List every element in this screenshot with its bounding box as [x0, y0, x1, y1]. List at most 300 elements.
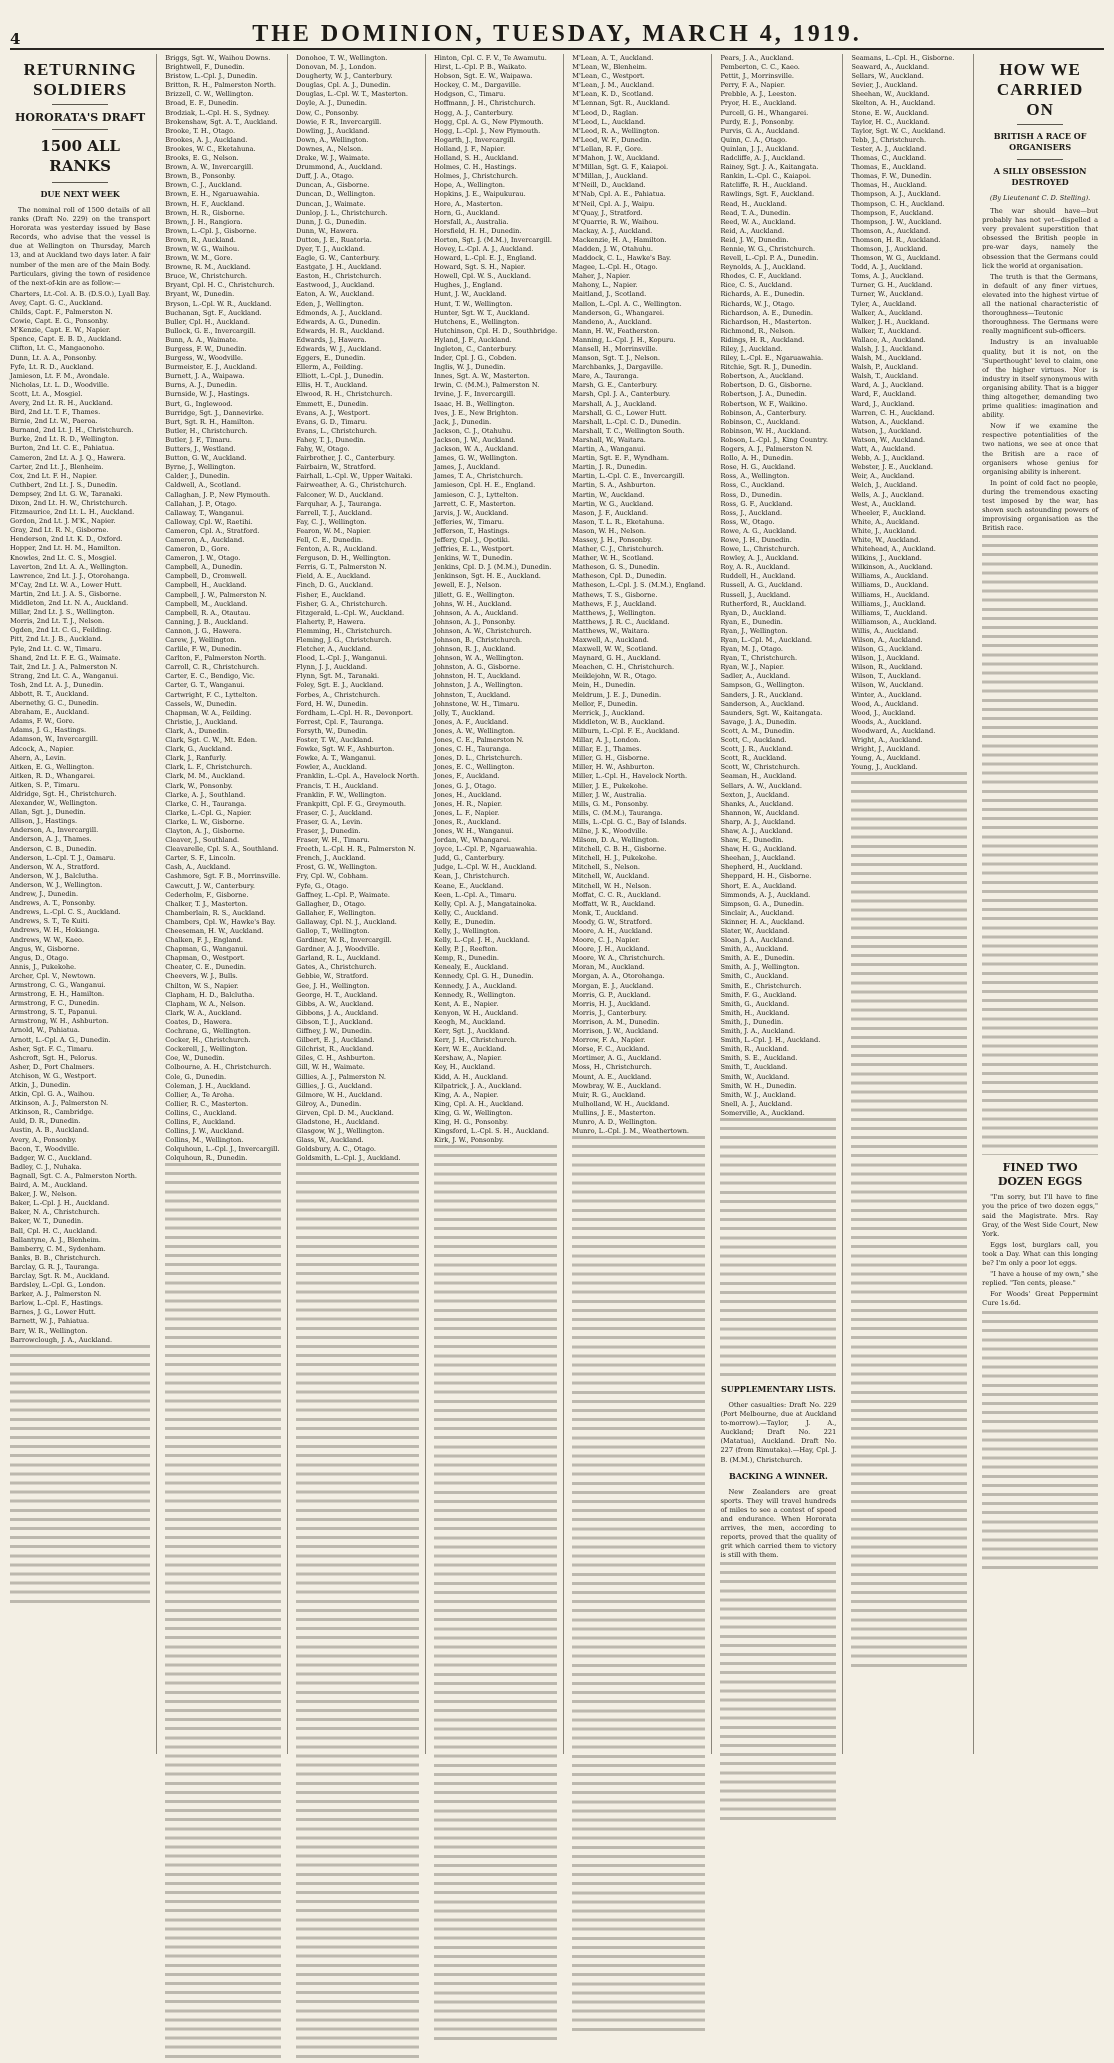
roll-entry: Austin, A. B., Auckland. — [10, 1126, 89, 1135]
roll-entry: Shaw, H. G., Auckland. — [720, 845, 797, 854]
roll-entry: Arnott, L.-Cpl. A. G., Dunedin. — [10, 1035, 111, 1044]
roll-entry: Sexton, J., Auckland. — [720, 790, 790, 799]
roll-entry: Clifton, Lt. C., Mangaonoho. — [10, 344, 105, 353]
roll-entry: Rollo, A. H., Dunedin. — [720, 454, 794, 463]
roll-entry: Munro, L.-Cpl. J. M., Weathertown. — [572, 1127, 690, 1136]
roll-entry: Gallop, T., Wellington. — [296, 927, 370, 935]
roll-entry: Cheater, C. E., Dunedin. — [165, 963, 247, 972]
roll-entry: Kelly, L.-Cpl. J. H., Auckland. — [434, 936, 530, 945]
text-continuation — [296, 1163, 419, 2063]
roll-entry: Kenealy, E., Auckland. — [434, 963, 509, 972]
roll-entry: King, G. W., Wellington. — [434, 1108, 513, 1117]
roll-entry: Milsom, D. A., Wellington. — [572, 836, 660, 845]
roll-entry: Mills, C. (M.M.), Tauranga. — [572, 808, 663, 817]
roll-entry: Gordon, 2nd Lt. J. M'K., Napier. — [10, 517, 116, 526]
roll-entry: Matthews, J., Wellington. — [572, 608, 656, 617]
roll-entry: Fordham, L.-Cpl. H. R., Devonport. — [296, 708, 413, 717]
byline: (By Lieutenant C. D. Stelling). — [989, 194, 1091, 202]
name-list-3 — [296, 54, 419, 1163]
roll-entry: Collier, R. C., Masterton. — [165, 1099, 249, 1108]
roll-entry: Clark, G., Auckland. — [165, 745, 233, 754]
roll-entry: Hoffmann, J. H., Christchurch. — [434, 99, 536, 108]
roll-entry: Fairhall, L.-Cpl. W., Upper Waitaki. — [296, 472, 413, 481]
roll-entry: Atkin, J., Dunedin. — [10, 1081, 71, 1089]
roll-entry: Kilpatrick, J. A., Auckland. — [434, 1081, 522, 1090]
roll-entry: Martin, A., Wanganui. — [572, 445, 646, 454]
roll-entry: Arnold, W., Pahiatua. — [10, 1026, 80, 1035]
roll-entry: Richardson, A. E., Dunedin. — [720, 308, 813, 317]
roll-entry: Brown, R., Auckland. — [165, 235, 236, 244]
roll-entry: Mills, L.-Cpl. G. C., Bay of Islands. — [572, 817, 687, 826]
roll-entry: Carlton, F., Palmerston North. — [165, 654, 267, 663]
roll-entry: Aldridge, Sgt. H., Christchurch. — [10, 790, 117, 798]
article-paragraph: For Woods' Great Peppermint Cure 1s.6d. — [982, 1290, 1099, 1308]
roll-entry: Mathews, F. J., Auckland. — [572, 599, 657, 608]
roll-entry: Baker, J. W., Nelson. — [10, 1190, 78, 1199]
roll-entry: King, Cpl. A. H., Auckland. — [434, 1099, 524, 1108]
roll-entry: Ogden, 2nd Lt. C. G., Feilding. — [10, 626, 112, 635]
roll-entry: Chapman, O., Westport. — [165, 954, 245, 963]
roll-entry: Collins, M., Wellington. — [165, 1136, 244, 1145]
roll-entry: Allan, Sgt. J., Dunedin. — [10, 808, 86, 817]
roll-entry: Hodgson, C., Timaru. — [434, 90, 506, 99]
roll-entry: Angus, D., Otago. — [10, 953, 69, 962]
roll-entry: Smith, E., Christchurch. — [720, 981, 802, 990]
roll-entry: Johnson, W. A., Wellington. — [434, 654, 524, 663]
roll-entry: Miller, J. W., Australia. — [572, 790, 647, 799]
roll-entry: Ross, D., Dunedin. — [720, 490, 783, 499]
winner-text: New Zealanders are great sports. They will travel hundreds of miles to see a contest of speed and endurance. When Hororata arrives, the men, according to reports, proved that the quality of grit which carried them to victory is still with them. — [720, 1487, 837, 1560]
roll-entry: Stone, E. W., Auckland. — [851, 108, 930, 117]
roll-entry: Baker, L.-Cpl. J. H., Auckland. — [10, 1199, 110, 1208]
roll-entry: Christie, J., Auckland. — [165, 717, 238, 726]
column-1 — [10, 54, 157, 1754]
roll-entry: Kirk, J. W., Ponsonby. — [434, 1136, 504, 1145]
roll-entry: Gibbons, J. A., Auckland. — [296, 1008, 379, 1017]
roll-entry: Whitehead, A., Auckland. — [851, 545, 936, 554]
roll-entry: Chambers, Cpl. W., Hawke's Bay. — [165, 917, 276, 926]
roll-entry: Fyfe, G., Otago. — [296, 881, 349, 890]
roll-entry: Hogg, A. J., Canterbury. — [434, 108, 514, 117]
roll-entry: Elliott, L.-Cpl. J., Dunedin. — [296, 372, 384, 381]
roll-entry: Robertson, J. A., Dunedin. — [720, 390, 807, 399]
roll-entry: Mather, C. J., Christchurch. — [572, 545, 664, 554]
roll-entry: Saunders, Sgt. W., Kaitangata. — [720, 708, 823, 717]
roll-entry: Garland, R. L., Auckland. — [296, 954, 381, 963]
text-continuation — [982, 535, 1098, 1155]
roll-entry: Smith, R., Auckland. — [720, 1045, 789, 1054]
roll-entry: Barnett, W. J., Pahiatua. — [10, 1317, 90, 1326]
roll-entry: Shannon, W., Auckland. — [720, 808, 800, 817]
roll-entry: Winter, A., Auckland. — [851, 690, 922, 699]
roll-entry: Armstrong, C. G., Wanganui. — [10, 980, 106, 989]
name-list-2 — [165, 54, 281, 1163]
roll-entry: Cartwright, F. C., Lyttelton. — [165, 690, 258, 699]
roll-entry: Simpson, G. A., Dunedin. — [720, 899, 804, 908]
page-number: 4 — [10, 30, 21, 48]
roll-entry: Bardsley, L.-Cpl. G., London. — [10, 1281, 106, 1290]
roll-entry: Turner, G. H., Auckland. — [851, 281, 933, 290]
roll-entry: Watson, J., Auckland. — [851, 426, 922, 435]
roll-entry: Williams, T., Auckland. — [851, 608, 928, 617]
roll-entry: Hobson, Sgt. E. W., Waipawa. — [434, 72, 533, 81]
roll-entry: Inglis, W. J., Dunedin. — [434, 363, 506, 372]
roll-entry: Johnson, A. A., Auckland. — [434, 608, 519, 617]
roll-entry: Kerr, Sgt. J., Auckland. — [434, 1027, 510, 1036]
roll-entry: Fleming, J. G., Christchurch. — [296, 636, 392, 644]
roll-entry: Edwards, A. G., Dunedin. — [296, 317, 381, 326]
roll-entry: Duncan, A., Gisborne. — [296, 181, 370, 190]
roll-entry: M'Millan, J., Auckland. — [572, 172, 648, 181]
roll-entry: Campbell, A., Dunedin. — [165, 563, 243, 572]
roll-entry: Marsh, G. E., Canterbury. — [572, 381, 658, 390]
roll-entry: Johns, W. H., Auckland. — [434, 599, 512, 608]
roll-entry: Gardiner, W. R., Invercargill. — [296, 936, 392, 945]
roll-entry: Drake, W. J., Waimate. — [296, 154, 370, 163]
roll-entry: Williams, D., Auckland. — [851, 581, 929, 590]
roll-entry: Bryant, W., Dunedin. — [165, 290, 235, 299]
roll-entry: Cash, A., Auckland. — [165, 863, 231, 872]
roll-entry: Campbell, M., Auckland. — [165, 599, 248, 608]
name-list-6 — [720, 54, 836, 1118]
roll-entry: Caldwell, A., Scotland. — [165, 481, 241, 490]
roll-entry: Fraser, G. A., Levin. — [296, 817, 363, 826]
roll-entry: Burnside, W. J., Hastings. — [165, 390, 250, 399]
roll-entry: Cole, G., Dunedin. — [165, 1072, 227, 1081]
roll-entry: Ryan, D., Auckland. — [720, 608, 787, 617]
roll-entry: Fairweather, A. G., Christchurch. — [296, 481, 407, 490]
roll-entry: Armstrong, W. H., Ashburton. — [10, 1017, 109, 1026]
roll-entry: Briggs, Sgt. W., Waihou Downs. — [165, 54, 271, 62]
text-continuation — [434, 1145, 557, 2045]
roll-entry: Brown, W. G., Waihou. — [165, 244, 240, 253]
roll-entry: Wheeler, F., Auckland. — [851, 508, 926, 517]
roll-entry: Thomson, J., Auckland. — [851, 244, 928, 253]
roll-entry: Atkin, Cpl. G. A., Waihou. — [10, 1090, 95, 1099]
roll-entry: Webster, J. E., Auckland. — [851, 463, 933, 472]
text-continuation — [720, 1562, 836, 1822]
roll-entry: Wilson, W., Auckland. — [851, 681, 924, 690]
roll-entry: Wood, J., Auckland. — [851, 708, 916, 717]
roll-entry: Mulholland, W. H., Auckland. — [572, 1099, 670, 1108]
roll-entry: Williams, J., Auckland. — [851, 599, 926, 608]
roll-entry: Riley, L.-Cpl. E., Ngaruawahia. — [720, 354, 824, 363]
roll-entry: Bryant, Cpl. H. C., Christchurch. — [165, 281, 275, 290]
roll-entry: Clapham, W. A., Nelson. — [165, 999, 246, 1008]
roll-entry: Jackson, C. J., Otahuhu. — [434, 426, 513, 435]
roll-entry: Cocker, H., Christchurch. — [165, 1036, 251, 1045]
divider — [52, 104, 108, 105]
roll-entry: Dunlop, J. L., Christchurch. — [296, 208, 388, 217]
roll-entry: Magee, L.-Cpl. H., Otago. — [572, 263, 658, 272]
roll-entry: Smith, A. J., Wellington. — [720, 963, 800, 972]
roll-entry: Wright, A., Auckland. — [851, 736, 923, 745]
roll-entry: M'Mahon, J. W., Auckland. — [572, 154, 660, 163]
roll-entry: Hope, A., Wellington. — [434, 181, 506, 190]
roll-entry: Seaward, A., Auckland. — [851, 63, 930, 72]
roll-entry: Clark, Sgt. C. W., Mt. Eden. — [165, 736, 258, 745]
roll-entry: Clark, M. M., Auckland. — [165, 772, 245, 781]
roll-entry: Jenkins, Cpl. D. J. (M.M.), Dunedin. — [434, 563, 552, 572]
roll-entry: Atchison, W. G., Westport. — [10, 1071, 97, 1080]
roll-entry: Jordan, W., Whangarei. — [434, 836, 511, 845]
roll-entry: Scott, C., Auckland. — [720, 736, 787, 745]
roll-entry: Sanders, J. R., Auckland. — [720, 690, 803, 699]
roll-entry: Childs, Capt. F., Palmerston N. — [10, 308, 113, 317]
roll-entry: Aitken, R. D., Whangarei. — [10, 771, 95, 780]
roll-entry: Horsfall, A., Australia. — [434, 217, 509, 226]
divider — [1017, 159, 1063, 160]
roll-entry: Collier, A., Te Aroha. — [165, 1090, 235, 1099]
roll-entry: Gilmore, W. H., Auckland. — [296, 1090, 383, 1099]
roll-entry: Bunn, A. A., Waimate. — [165, 335, 239, 344]
roll-entry: Taylor, Sgt. W. C., Auckland. — [851, 126, 946, 135]
roll-entry: Fletcher, A., Auckland. — [296, 645, 373, 654]
roll-entry: Coe, W., Dunedin. — [165, 1054, 225, 1063]
roll-entry: Walker, T., Auckland. — [851, 326, 922, 335]
roll-entry: West, A., Auckland. — [851, 499, 917, 508]
roll-entry: Horton, Sgt. J. (M.M.), Invercargill. — [434, 235, 552, 244]
roll-entry: Tosh, 2nd Lt. A. J., Dunedin. — [10, 680, 104, 689]
roll-entry: Robson, L.-Cpl. J., King Country. — [720, 435, 828, 444]
roll-entry: Fyfe, Lt. R. D., Auckland. — [10, 362, 94, 371]
roll-entry: Spence, Capt. E. B. D., Auckland. — [10, 335, 122, 344]
roll-entry: Aitken, E. G., Wellington. — [10, 762, 95, 771]
roll-entry: Jones, H. R., Napier. — [434, 799, 503, 808]
roll-entry: Richmond, R., Nelson. — [720, 326, 796, 335]
roll-entry: Burridge, Sgt. J., Dannevirke. — [165, 408, 264, 417]
roll-entry: M'Quarrie, R. W., Waihou. — [572, 217, 659, 226]
roll-entry: Coates, D., Hawera. — [165, 1017, 233, 1026]
roll-entry: Goldsmith, L.-Cpl. J., Auckland. — [296, 1154, 401, 1163]
roll-entry: Wells, A. J., Auckland. — [851, 490, 924, 499]
roll-entry: Read, H., Auckland. — [720, 199, 788, 208]
roll-entry: Ryan, J., Wellington. — [720, 626, 788, 635]
roll-entry: Brown, C. J., Auckland. — [165, 181, 243, 190]
roll-entry: Sheehan, J., Auckland. — [720, 854, 796, 863]
roll-entry: Perry, F. A., Napier. — [720, 81, 786, 90]
roll-entry: Howard, Sgt. S. H., Napier. — [434, 263, 526, 272]
roll-entry: Johnson, A. W., Christchurch. — [434, 626, 532, 635]
roll-entry: Ahern, A., Levin. — [10, 753, 67, 762]
divider — [52, 129, 108, 130]
roll-entry: Emmett, E., Dunedin. — [296, 399, 369, 408]
roll-entry: Smith, H., Auckland. — [720, 1008, 790, 1017]
roll-entry: Thomas, E., Auckland. — [851, 163, 927, 172]
headline-fined-two-dozen-eggs: FINED TWO DOZEN EGGS — [997, 1161, 1083, 1189]
roll-entry: Clark, W. A., Auckland. — [165, 1008, 242, 1017]
roll-entry: Mason, W. H., Nelson. — [572, 526, 646, 535]
roll-entry: Bruce, W., Christchurch. — [165, 272, 248, 281]
roll-entry: Innes, Sgt. A. W., Masterton. — [434, 372, 530, 381]
text-continuation — [851, 772, 967, 1672]
roll-entry: Wallace, A., Auckland. — [851, 335, 926, 344]
roll-entry: Clayton, A. J., Gisborne. — [165, 826, 245, 835]
roll-entry: Anderson, W. J., Wellington. — [10, 880, 103, 889]
roll-entry: Morris, H. J., Auckland. — [572, 999, 651, 1008]
roll-entry: Charters, Lt.-Col. A. B. (D.S.O.), Lyall Bay. — [10, 289, 151, 298]
roll-entry: Sadler, A., Auckland. — [720, 672, 791, 681]
roll-entry: Milburn, L.-Cpl. F. E., Auckland. — [572, 726, 680, 735]
roll-entry: Gillies, A. J., Palmerston N. — [296, 1072, 386, 1081]
roll-entry: Fitzmaurice, 2nd Lt. L. H., Auckland. — [10, 508, 135, 517]
roll-entry: Quinlan, J. J., Auckland. — [720, 144, 799, 153]
roll-entry: Pears, J. A., Auckland. — [720, 54, 794, 62]
roll-entry: Clarke, C. H., Tauranga. — [165, 799, 247, 808]
roll-entry: Burton, 2nd Lt. C. E., Pahiatua. — [10, 444, 115, 453]
roll-entry: Maitland, J., Scotland. — [572, 290, 647, 299]
roll-entry: Clark, J., Ranfurly. — [165, 754, 227, 763]
name-list-1 — [10, 290, 150, 1345]
roll-entry: Rhodes, C. F., Auckland. — [720, 272, 802, 281]
roll-entry: George, H. T., Auckland. — [296, 990, 378, 999]
roll-entry: Wilkinson, A., Auckland. — [851, 563, 933, 572]
roll-entry: Massey, J. H., Ponsonby. — [572, 535, 653, 544]
roll-entry: Mandeno, A., Auckland. — [572, 317, 652, 326]
roll-entry: Rankin, L.-Cpl. C., Kaiapoi. — [720, 172, 811, 181]
roll-entry: Anderson, W. A., Stratford. — [10, 862, 100, 871]
roll-entry: Joyce, L.-Cpl. P., Ngaruawahia. — [434, 845, 538, 854]
roll-entry: Hutchens, E., Wellington. — [434, 317, 520, 326]
roll-entry: Gallaher, F., Wellington. — [296, 908, 376, 917]
roll-entry: Moore, J. H., Auckland. — [572, 945, 650, 954]
roll-entry: Hunt, T. W., Wellington. — [434, 299, 513, 308]
roll-entry: Walker, A., Auckland. — [851, 308, 923, 317]
roll-entry: Campbell, R. A., Otautau. — [165, 608, 251, 617]
divider — [1017, 124, 1063, 125]
roll-entry: Ferguson, D. H., Wellington. — [296, 554, 391, 563]
roll-entry: Flemming, H., Christchurch. — [296, 626, 392, 635]
roll-entry: Bamberry, C. M., Sydenham. — [10, 1244, 106, 1253]
roll-entry: Andrews, S. T., Te Kuiti. — [10, 917, 90, 926]
roll-entry: Wilkins, J., Auckland. — [851, 554, 922, 563]
roll-entry: Keogh, M., Auckland. — [434, 1017, 506, 1026]
roll-entry: M'Leod, W. F., Dunedin. — [572, 135, 652, 144]
roll-entry: Taylor, H. C., Auckland. — [851, 117, 930, 126]
roll-entry: Mann, H. W., Featherston. — [572, 326, 660, 335]
roll-entry: Mitchell, W., Auckland. — [572, 872, 650, 881]
roll-entry: Dunn, Lt. A. A., Ponsonby. — [10, 353, 97, 362]
roll-entry: Wilson, A., Auckland. — [851, 636, 923, 644]
roll-entry: Tester, A. J., Auckland. — [851, 144, 927, 153]
roll-entry: Flaherty, P., Hawera. — [296, 617, 366, 626]
roll-entry: Kelly, E., Dunedin. — [434, 917, 496, 926]
roll-entry: Dowie, F. R., Invercargill. — [296, 117, 382, 126]
roll-entry: Scott, R., Auckland. — [720, 754, 787, 763]
roll-entry: Thompson, F., Auckland. — [851, 208, 934, 217]
roll-entry: Jones, C. E., Palmerston N. — [434, 736, 524, 745]
roll-entry: Andrews, A. T., Ponsonby. — [10, 899, 96, 908]
roll-entry: Cannon, J. G., Hawera. — [165, 626, 242, 635]
roll-entry: Calder, J., Dunedin. — [165, 472, 230, 481]
roll-entry: M'Leod, D., Raglan. — [572, 108, 639, 117]
roll-entry: Andrews, W. H., Hokianga. — [10, 926, 100, 935]
roll-entry: Martin, 2nd Lt. J. A. S., Gisborne. — [10, 589, 122, 598]
roll-entry: Gardner, A. J., Woodville. — [296, 945, 380, 954]
roll-entry: Maddock, C. L., Hawke's Bay. — [572, 254, 672, 263]
roll-entry: Fitzgerald, L.-Cpl. W., Auckland. — [296, 608, 405, 617]
roll-entry: Millar, A. J., London. — [572, 736, 641, 745]
article-paragraph: The war should have—but probably has not yet—dispelled a very prevalent superstition that obsessed the British people in pre-war days, namely the obsession that the Germans could lick the world at organisation. — [982, 207, 1099, 270]
name-list-5 — [572, 54, 705, 1136]
roll-entry: Smith, W. H., Dunedin. — [720, 1081, 797, 1090]
roll-entry: Hovey, L.-Cpl. A. J., Auckland. — [434, 244, 534, 253]
roll-entry: Callaghan, J. P., New Plymouth. — [165, 490, 271, 499]
roll-entry: Rice, C. S., Auckland. — [720, 281, 793, 290]
roll-entry: Brown, J. H., Rangiora. — [165, 217, 243, 226]
roll-entry: King, H. G., Ponsonby. — [434, 1117, 509, 1126]
roll-entry: Millar, 2nd Lt. J. S., Wellington. — [10, 608, 115, 617]
roll-entry: Moss, H., Christchurch. — [572, 1063, 652, 1072]
roll-entry: White, W., Auckland. — [851, 535, 921, 544]
roll-entry: Cameron, 2nd Lt. A. J. Q., Hawera. — [10, 453, 126, 462]
roll-entry: Adamson, W., Invercargill. — [10, 735, 98, 744]
roll-entry: Bagnall, Sgt. C. A., Palmerston North. — [10, 1171, 137, 1180]
text-continuation — [10, 1345, 150, 1605]
roll-entry: Avey, Capt. G. C., Auckland. — [10, 298, 103, 307]
roll-entry: Marshall, L.-Cpl. C. D., Dunedin. — [572, 417, 681, 426]
roll-entry: Woods, A., Auckland. — [851, 717, 922, 726]
roll-entry: Dougherty, W. J., Canterbury. — [296, 72, 393, 81]
roll-entry: Mitchell, S., Nelson. — [572, 863, 640, 872]
roll-entry: Martin, L.-Cpl. C. E., Invercargill. — [572, 472, 685, 481]
roll-entry: Barclay, G. R. J., Tauranga. — [10, 1262, 100, 1271]
roll-entry: Fry, Cpl. W., Cobham. — [296, 872, 369, 881]
roll-entry: Sevier, J., Auckland. — [851, 81, 918, 90]
roll-entry: Mitchell, W. H., Nelson. — [572, 881, 652, 890]
roll-entry: Gallagher, D., Otago. — [296, 899, 366, 908]
roll-entry: Franklin, L.-Cpl. A., Havelock North. — [296, 772, 420, 781]
roll-entry: Isaac, H. B., Wellington. — [434, 399, 515, 408]
roll-entry: Buller, Cpl. H., Auckland. — [165, 317, 250, 326]
roll-entry: Fraser, J., Dunedin. — [296, 826, 361, 835]
roll-entry: Coleman, J. H., Auckland. — [165, 1081, 251, 1090]
roll-entry: Mitchell, C. B. H., Gisborne. — [572, 845, 667, 854]
roll-entry: Badley, C. J., Nuhaka. — [10, 1162, 82, 1171]
article-paragraph: Now if we examine the respective potentialities of the two nations, we see at once that the British are a race of organisers whose genius for organising ability is inherent. — [982, 422, 1099, 476]
roll-entry: Radcliffe, A. J., Auckland. — [720, 154, 806, 163]
roll-entry: Jones, A. W., Wellington. — [434, 726, 516, 735]
roll-entry: Scott, A. M., Dunedin. — [720, 726, 795, 735]
roll-entry: Watson, W., Auckland. — [851, 435, 926, 444]
roll-entry: Butler, J. F., Timaru. — [165, 435, 232, 444]
roll-entry: Burns, A. J., Dunedin. — [165, 381, 238, 390]
roll-entry: Jillett, G. E., Wellington. — [434, 590, 515, 599]
roll-entry: Field, A. E., Auckland. — [296, 572, 371, 581]
roll-entry: Richardson, H., Masterton. — [720, 317, 812, 326]
roll-entry: Freeth, L.-Cpl. H. R., Palmerston N. — [296, 845, 416, 854]
roll-entry: Rainey, Sgt. J. A., Kaitangata. — [720, 163, 819, 172]
roll-entry: Matheson, Cpl. D., Dunedin. — [572, 572, 667, 581]
headline-returning-soldiers: RETURNING SOLDIERS — [23, 60, 137, 99]
roll-entry: Cleaver, J., Southland. — [165, 836, 240, 845]
roll-entry: Burnand, 2nd Lt. J. H., Christchurch. — [10, 426, 134, 435]
article-paragraph: Industry is an invaluable quality, but it is not, on the 'Superthought' level to claim, one of the higher virtues. Nor is industry in itself synonymous with organising ability. That is a bigger thing altogether, demanding two prime qualities: imagination and ability. — [982, 338, 1099, 420]
roll-entry: Hopper, 2nd Lt. H. M., Hamilton. — [10, 544, 121, 553]
roll-entry: Kershaw, A., Napier. — [434, 1054, 502, 1063]
roll-entry: Broad, E. F., Dunedin. — [165, 99, 239, 108]
roll-entry: Archer, Cpl. V., Newtown. — [10, 971, 96, 980]
roll-entry: Gallaway, Cpl. N. J., Auckland. — [296, 917, 397, 926]
roll-entry: Martin, S. A., Ashburton. — [572, 481, 656, 490]
roll-entry: Moffat, C. C. R., Auckland. — [572, 890, 661, 899]
roll-entry: Fowke, A. T., Wanganui. — [296, 754, 376, 763]
roll-entry: Barker, A. J., Palmerston N. — [10, 1290, 102, 1299]
roll-entry: Dowling, J., Auckland. — [296, 126, 370, 135]
roll-entry: Andrews, W. W., Kaeo. — [10, 935, 84, 944]
roll-entry: Marshall, A. J., Auckland. — [572, 399, 657, 408]
roll-entry: Armstrong, S. T., Papanui. — [10, 1008, 98, 1017]
